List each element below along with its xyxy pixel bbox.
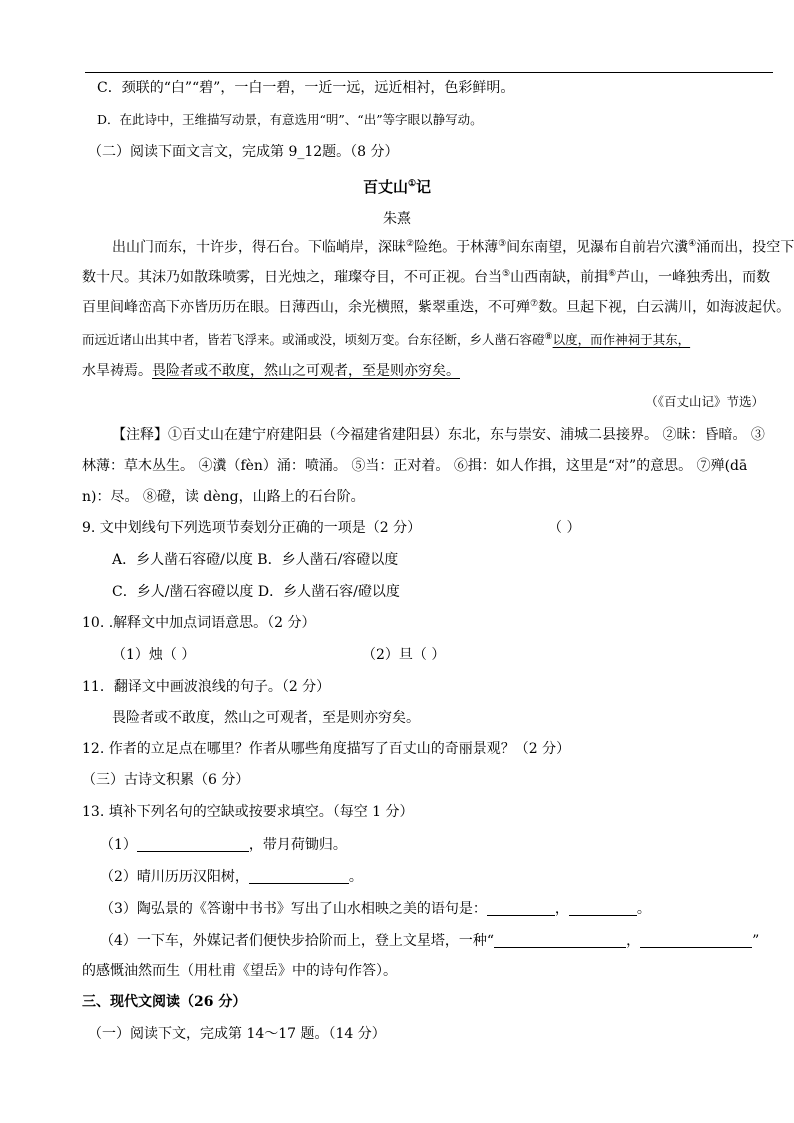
note-line-2: 林薄：草木丛生。 ④瀵（fèn）涌：喷涌。 ⑤当：正对着。 ⑥揖：如人作揖，这里是“对”的意思。 ⑦殚(dā xyxy=(82,458,748,474)
question-12: 12. 作者的立足点在哪里？作者从哪些角度描写了百丈山的奇丽景观？（2 分） xyxy=(82,741,571,757)
answer-blank[interactable] xyxy=(249,869,349,884)
question-10: 10. .解释文中加点词语意思。（2 分） xyxy=(82,615,316,631)
section-3-heading: （三）古诗文积累（6 分） xyxy=(82,772,250,788)
part-3-heading: 三、现代文阅读（26 分） xyxy=(82,994,247,1010)
article-title: 百丈山①记 xyxy=(362,178,432,196)
question-9: 9. 文中划线句下列选项节奏划分正确的一项是（2 分） xyxy=(82,520,422,536)
note-line-1: 【注释】①百丈山在建宁府建阳县（今福建省建阳县）东北，东与崇安、浦城二县接界。 ②昧：昏暗。 ③ xyxy=(112,427,765,443)
article-author: 朱熹 xyxy=(383,211,411,227)
question-9-options-cd: C．乡人/凿石容磴以度 D．乡人凿石容/磴以度 xyxy=(112,584,400,600)
option-c: C．颈联的“白”“碧”，一白一碧，一近一远，远近相衬，色彩鲜明。 xyxy=(97,80,515,96)
question-10-item-2: （2）旦（ ） xyxy=(362,647,446,663)
question-13-item-2: （2）晴川历历汉阳树， 。 xyxy=(100,869,363,885)
answer-blank[interactable] xyxy=(569,901,637,916)
answer-blank[interactable] xyxy=(137,837,249,852)
question-10-item-1: （1）烛（ ） xyxy=(112,647,196,663)
note-line-3: n)：尽。 ⑧磴，读 dèng，山路上的石台阶。 xyxy=(82,489,365,505)
question-11: 11．翻译文中画波浪线的句子。（2 分） xyxy=(82,679,331,695)
passage-line-5: 水旱祷焉。畏险者或不敢度，然山之可观者，至是则亦穷矣。 xyxy=(82,363,460,379)
passage-line-4: 而远近诸山出其中者，皆若飞浮来。或涌或没，顷刻万变。台东径断，乡人凿石容磴⑧以度，而作神祠于其东， xyxy=(82,332,691,348)
option-d: D．在此诗中，王维描写动景，有意选用“明”、“出”等字眼以静写动。 xyxy=(97,112,483,127)
question-13-item-4-continued: 的感慨油然而生（用杜甫《望岳》中的诗句作答）。 xyxy=(82,963,397,979)
question-9-options-ab: A．乡人凿石容磴/以度 B．乡人凿石/容磴以度 xyxy=(112,552,399,568)
part-3-sub-intro: （一）阅读下文，完成第 14～17 题。（14 分） xyxy=(88,1026,386,1042)
question-9-answer-paren: （ ） xyxy=(548,520,581,536)
answer-blank[interactable] xyxy=(640,933,752,948)
answer-blank[interactable] xyxy=(487,901,555,916)
section-2-intro: （二）阅读下面文言文，完成第 9_12题。（8 分） xyxy=(88,144,399,160)
question-13-item-3: （3）陶弘景的《答谢中书书》写出了山水相映之美的语句是： ， 。 xyxy=(100,901,651,917)
passage-source: （《百丈山记》节选） xyxy=(645,394,764,409)
answer-blank[interactable] xyxy=(494,933,626,948)
question-13-item-1: （1） ，带月荷锄归。 xyxy=(100,837,347,853)
header-rule xyxy=(85,72,773,73)
passage-line-3: 百里间峰峦高下亦皆历历在眼。日薄西山，余光横照，紫翠重迭，不可殚⑦数。旦起下视，白云满川，如海波起伏。 xyxy=(82,299,791,316)
question-13-item-4: （4）一下车，外媒记者们便快步拾阶而上，登上文星塔，一种“ ， ” xyxy=(100,933,760,949)
passage-line-2: 数十尺。其沫乃如散珠喷雾，日光烛之，璀璨夺目，不可正视。台当⑤山西南缺，前揖⑥芦山，一峰独秀出，而数 xyxy=(82,269,771,286)
question-13: 13. 填补下列名句的空缺或按要求填空。（每空 1 分） xyxy=(82,804,414,820)
question-11-sentence: 畏险者或不敢度，然山之可观者，至是则亦穷矣。 xyxy=(112,710,420,726)
passage-line-1: 出山门而东，十许步，得石台。下临峭岸，深昧②险绝。于林薄③间东南望，见瀑布自前岩穴瀵④涌而出，投空下 xyxy=(112,239,794,256)
wavy-underline-sentence: 畏险者或不敢度，然山之可观者，至是则亦穷矣。 xyxy=(152,363,460,379)
